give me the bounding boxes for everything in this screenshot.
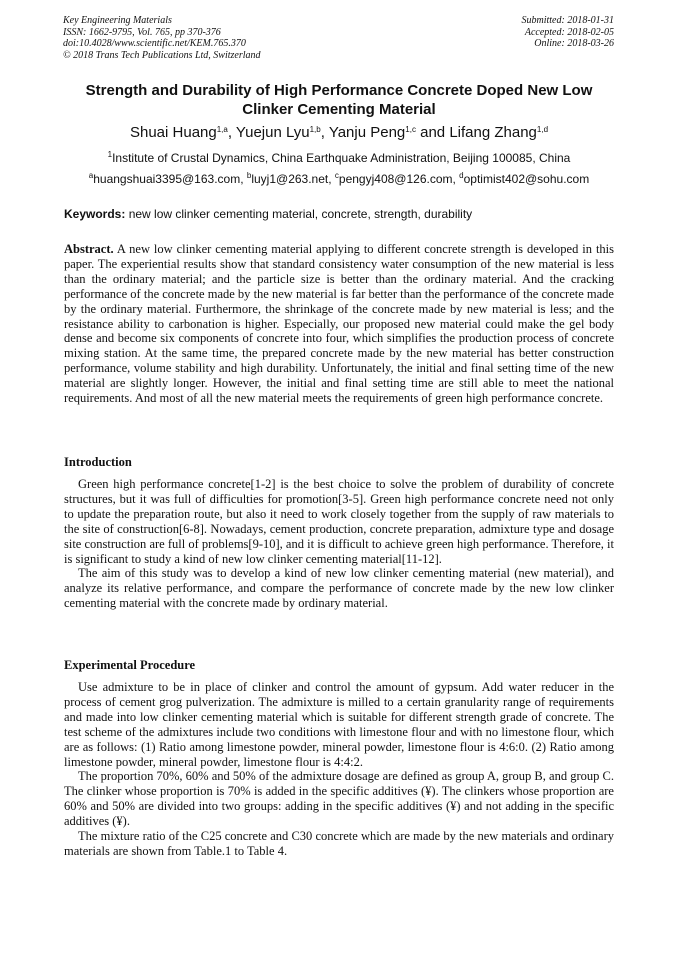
- experimental-heading: Experimental Procedure: [64, 658, 196, 672]
- author: Shuai Huang$^{1,a}$,: [129, 124, 236, 141]
- affiliation: $^1$Institute of Crustal Dynamics, China Earthquake Administration, Beijing 100085, China: [107, 150, 571, 165]
- abstract-text: A new low clinker cementing material applying to different concrete strength is developed in this paper. The experiential results show that standard consistency water consumption of the new material is less than the ordinary material; and the particle size is better than the ordinary material. And the cracking performance of the concrete made by the new material is far better than the performance of the concrete made by the ordinary material. Furthermore, the shrinkage of the concrete made by new material is less; and the resistance ability to carbonation is higher. Especially, our proposed new material could make the gel body dense and become six components of concrete into four, which simplifies the production process of concrete mixing station. At the same time, the prepared concrete made by the new material has better construction performance, volume stability and high durability. Unfortunately, the initial and final setting time of the new material are slightly longer. However, the initial and final setting time are still able to meet the national requirements. And most of all the new material meets the requirements of green high performance concrete.: [64, 242, 614, 406]
- keywords-text: new low clinker cementing material, concrete, strength, durability: [125, 207, 473, 221]
- journal-header: [63, 15, 614, 65]
- email[interactable]: $^b$luyj1@263.net: [246, 171, 329, 186]
- journal-copyright: © 2018 Trans Tech Publications Ltd, Switzerland: [63, 49, 261, 61]
- journal-info: [63, 15, 261, 61]
- submitted-date: Submitted: 2018-01-31: [521, 15, 614, 26]
- email[interactable]: $^a$huangshuai3395@163.com: [88, 171, 241, 186]
- introduction-section: [64, 477, 614, 611]
- paper-title: Strength and Durability of High Performance Concrete Doped New Low Clinker Cementing Material: [85, 82, 593, 118]
- author: Yuejun Lyu$^{1,b}$,: [235, 124, 329, 141]
- abstract-label: Abstract.: [64, 242, 114, 256]
- online-date: Online: 2018-03-26: [534, 38, 614, 49]
- email[interactable]: $^d$optimist402@sohu.com: [459, 171, 590, 186]
- paragraph: The mixture ratio of the C25 concrete and C30 concrete which are made by the new materials and ordinary materials are shown from Table.1 to Table 4.: [64, 829, 614, 858]
- paragraph: The proportion 70%, 60% and 50% of the admixture dosage are defined as group A, group B, and group C. The clinker whose proportion is 70% is added in the specific additives (¥). The clinkers whose proportion are 60% and 50% are divided into two groups: adding in the specific additives (¥) and not adding in the specific additives (¥).: [64, 769, 614, 829]
- journal-name: Key Engineering Materials: [63, 15, 172, 26]
- journal-issn: ISSN: 1662-9795, Vol. 765, pp 370-376: [63, 26, 221, 38]
- accepted-date: Accepted: 2018-02-05: [524, 26, 614, 38]
- keywords: [64, 207, 614, 221]
- author: Yanju Peng$^{1,c}$ and: [328, 124, 450, 141]
- keywords-label: Keywords:: [64, 207, 126, 221]
- submission-dates: [522, 15, 615, 50]
- paragraph: Green high performance concrete[1-2] is the best choice to solve the problem of durability of concrete structures, but it was full of difficulties for promotion[3-5]. Green high performance concrete need not only to update the preparation route, but also it need to work closely together from the supply of raw materials to the site of construction[6-8]. Nowadays, cement production, concrete preparation, admixture type and dosage site construction are full of problems[9-10], and it is difficult to achieve green high performance. Therefore, it is significant to study a kind of new low clinker cementing material[11-12].: [64, 477, 614, 566]
- email-list: $^a$huangshuai3395@163.com, $^b$luyj1@263.net, $^c$pengyj408@126.com, $^d$optimist402@sohu.com: [88, 171, 590, 186]
- author: Lifang Zhang$^{1,d}$: [449, 124, 549, 141]
- paragraph: The aim of this study was to develop a kind of new low clinker cementing material (new material), and analyze its relative performance, and compare the performance of concrete made by the new low clinker cementing material with the concrete made by ordinary material.: [64, 566, 614, 611]
- experimental-section: [64, 680, 614, 859]
- introduction-heading: Introduction: [64, 455, 132, 469]
- abstract: [64, 242, 614, 406]
- email[interactable]: $^c$pengyj408@126.com: [334, 171, 453, 186]
- author-list: [40, 123, 638, 142]
- paragraph: Use admixture to be in place of clinker and control the amount of gypsum. Add water reducer in the process of cement grog pulverization. The admixture is milled to a certain granularity range of requirements and made into low clinker cementing material which is suitable for different strength grade of concrete. The test scheme of the admixtures include two conditions with limestone flour and with no limestone flour, which are as follows: (1) Ratio among limestone powder, mineral powder, limestone flour is 4:6:0. (2) Ratio among limestone powder, mineral powder, limestone flour is 4:4:2.: [64, 680, 614, 769]
- journal-doi: doi:10.4028/www.scientific.net/KEM.765.370: [63, 38, 246, 49]
